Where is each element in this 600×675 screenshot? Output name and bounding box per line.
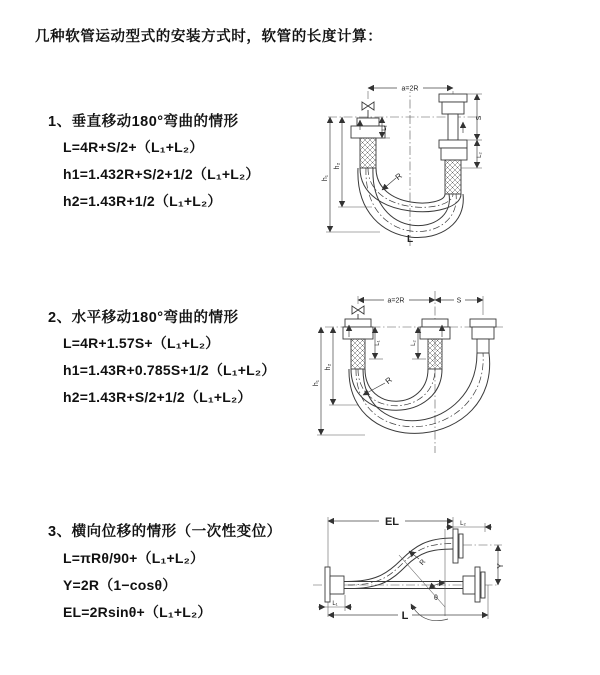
valve-icon [352,306,364,319]
dim-label-l2: L₂ [477,152,483,158]
section2-formula-L: L=4R+1.57S+（L₁+L₂） [63,335,220,351]
hose-u-curves [349,353,490,433]
section3-formula-EL: EL=2Rsinθ+（L₁+L₂） [63,604,212,620]
section3-formula-L: L=πRθ/90+（L₁+L₂） [63,550,205,566]
dim-label-el: EL [384,516,400,528]
left-flange [325,567,344,602]
dim-label-l1: L₁ [375,340,381,346]
right-flange [463,567,485,602]
section3-formula-Y: Y=2R（1−cosθ） [63,577,177,593]
section1-formula-h2: h2=1.43R+1/2（L₁+L₂） [63,193,222,209]
right-pipe-assembly [470,319,496,353]
dim-label-h2: h₂ [334,162,341,170]
dim-label-theta: θ [434,595,438,602]
dim-label-l2: L₂ [411,340,417,346]
dim-label-a2r: a=2R [401,85,419,93]
diagram-lateral-displacement [305,505,600,653]
valve-icon [362,102,374,118]
dim-label-h2: h₂ [325,363,332,371]
section2-heading: 2、水平移动180°弯曲的情形 [48,310,239,326]
left-pipe-assembly [343,319,373,369]
section1-heading: 1、垂直移动180°弯曲的情形 [48,114,239,130]
section3-heading: 3、横向位移的情形（一次性变位） [48,524,282,540]
dim-label-r: R [418,558,428,567]
dim-label-l: L [406,234,414,245]
section2-formula-h1: h1=1.43R+0.785S+1/2（L₁+L₂） [63,362,276,378]
hose-s-curve [347,538,453,589]
dim-label-l2: L₂ [460,521,466,527]
dim-label-s: S [476,115,483,121]
dim-label-l1: L₁ [382,125,388,131]
dim-label-h1: h₁ [322,174,329,182]
section1-formula-L: L=4R+S/2+（L₁+L₂） [63,139,204,155]
dim-label-h1: h₁ [313,379,320,387]
dim-label-r: R [383,375,394,386]
right-pipe-assembly [439,94,467,194]
middle-pipe-assembly [420,319,450,369]
dim-label-y: Y [496,563,505,569]
left-pipe-assembly [351,118,385,168]
dim-label-l: L [401,610,409,622]
angle-sweep-arrow [411,604,448,621]
diagram-horizontal-180-bend [305,283,590,460]
dim-label-s: S [456,297,462,305]
dim-label-a2r: a=2R [387,297,405,305]
upper-flange [453,529,463,563]
diagram-vertical-180-bend [310,80,590,252]
dim-label-r: R [393,171,404,182]
page-title: 几种软管运动型式的安装方式时，软管的长度计算： [35,29,383,45]
section1-formula-h1: h1=1.432R+S/2+1/2（L₁+L₂） [63,166,260,182]
dim-label-l1: L₁ [332,601,338,607]
section2-formula-h2: h2=1.43R+S/2+1/2（L₁+L₂） [63,389,252,405]
